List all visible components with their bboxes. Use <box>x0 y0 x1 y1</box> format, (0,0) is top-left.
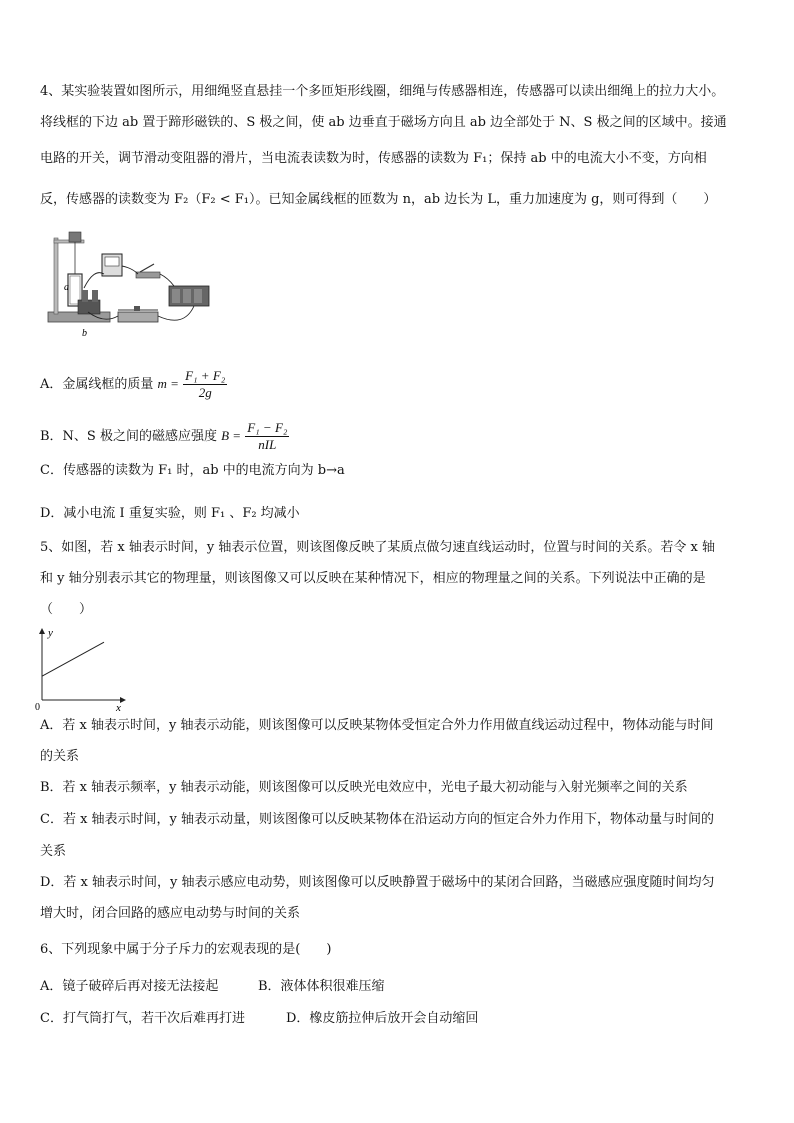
switch <box>136 272 160 278</box>
origin-label: 0 <box>35 702 40 712</box>
q4-option-b-text: B．N、S 极之间的磁感应强度 <box>40 429 217 444</box>
q5-option-a-line-1: A．若 x 轴表示时间，y 轴表示动能，则该图像可以反映某物体受恒定合外力作用做直线运动过程中，物体动能与时间 <box>40 718 714 733</box>
q5-graph <box>32 620 132 712</box>
q5-option-d-line-2: 增大时，闭合回路的感应电动势与时间的关系 <box>40 906 301 921</box>
q4-stem-line-3: 电路的开关，调节滑动变阻器的滑片，当电流表读数为时，传感器的读数为 F₁；保持 ab 中的电流大小不变，方向相 <box>40 151 707 166</box>
force-sensor <box>69 232 81 242</box>
q4-stem-line-2: 将线框的下边 ab 置于蹄形磁铁的、S 极之间，使 ab 边垂直于磁场方向且 ab 边全部处于 N、S 极之间的区域中。接通 <box>40 115 727 130</box>
q5-option-d-line-1: D．若 x 轴表示时间，y 轴表示感应电动势，则该图像可以反映静置于磁场中的某闭合回路，当磁感应强度随时间均匀 <box>40 875 715 890</box>
q4-option-a-text: A．金属线框的质量 <box>40 377 154 392</box>
q4-option-d: D．减小电流 I 重复实验，则 F₁ 、F₂ 均减小 <box>40 506 300 521</box>
q5-option-c-line-2: 关系 <box>40 844 67 859</box>
q6-stem: 6、下列现象中属于分子斥力的宏观表现的是( ) <box>40 942 332 957</box>
q4-stem-line-4: 反，传感器的读数变为 F₂（F₂ < F₁）。已知金属线框的匝数为 n，ab 边长为 L，重力加速度为 g，则可得到（ ） <box>40 192 717 207</box>
q4-apparatus-figure <box>44 228 219 338</box>
x-axis-label: x <box>116 702 121 712</box>
x-axis-arrow <box>120 697 126 703</box>
rheostat <box>118 312 158 322</box>
label-a: a <box>64 282 69 293</box>
q4-option-b-numerator: F₁ − F₂ <box>247 420 288 435</box>
q5-stem-line-2: 和 y 轴分别表示其它的物理量，则该图像又可以反映在某种情况下，相应的物理量之间的关系。下列说法中正确的是 <box>40 571 706 586</box>
q4-option-b-denominator: nIL <box>258 437 277 452</box>
q6-option-c: C．打气筒打气，若干次后难再打进 <box>40 1011 245 1026</box>
q4-option-b <box>40 420 289 453</box>
q5-option-c-line-1: C．若 x 轴表示时间，y 轴表示动量，则该图像可以反映某物体在沿运动方向的恒定合外力作用下，物体动量与时间的 <box>40 812 715 827</box>
q4-stem-line-1: 4、某实验装置如图所示，用细绳竖直悬挂一个多匝矩形线圈，细绳与传感器相连，传感器可以读出细绳上的拉力大小。 <box>40 84 725 99</box>
q5-stem-line-3: （ ） <box>40 602 93 617</box>
label-b: b <box>82 328 87 338</box>
stand-pole <box>54 238 58 314</box>
q4-option-a-denominator: 2g <box>198 385 212 400</box>
q6-option-b: B．液体体积很难压缩 <box>258 979 385 994</box>
q5-option-b: B．若 x 轴表示频率，y 轴表示动能，则该图像可以反映光电效应中，光电子最大初动能与入射光频率之间的关系 <box>40 780 688 795</box>
q6-option-d: D．橡皮筋拉伸后放开会自动缩回 <box>286 1011 479 1026</box>
horseshoe-magnet <box>78 300 100 314</box>
q4-option-b-lhs: B = <box>221 428 242 443</box>
q5-data-line <box>42 642 104 676</box>
q4-option-c: C．传感器的读数为 F₁ 时，ab 中的电流方向为 b→a <box>40 463 345 478</box>
q4-option-a <box>40 368 227 401</box>
q4-option-a-fraction <box>183 368 227 401</box>
y-axis-label: y <box>48 627 53 639</box>
q5-option-a-line-2: 的关系 <box>40 749 80 764</box>
q4-option-a-lhs: m = <box>157 376 179 391</box>
q4-option-a-numerator: F₁ + F₂ <box>185 368 226 383</box>
y-axis-arrow <box>39 628 45 634</box>
q4-option-b-fraction <box>245 420 289 453</box>
q6-option-a: A．镜子破碎后再对接无法接起 <box>40 979 219 994</box>
q5-stem-line-1: 5、如图，若 x 轴表示时间，y 轴表示位置，则该图像反映了某质点做匀速直线运动时，位置与时间的关系。若令 x 轴 <box>40 540 715 555</box>
